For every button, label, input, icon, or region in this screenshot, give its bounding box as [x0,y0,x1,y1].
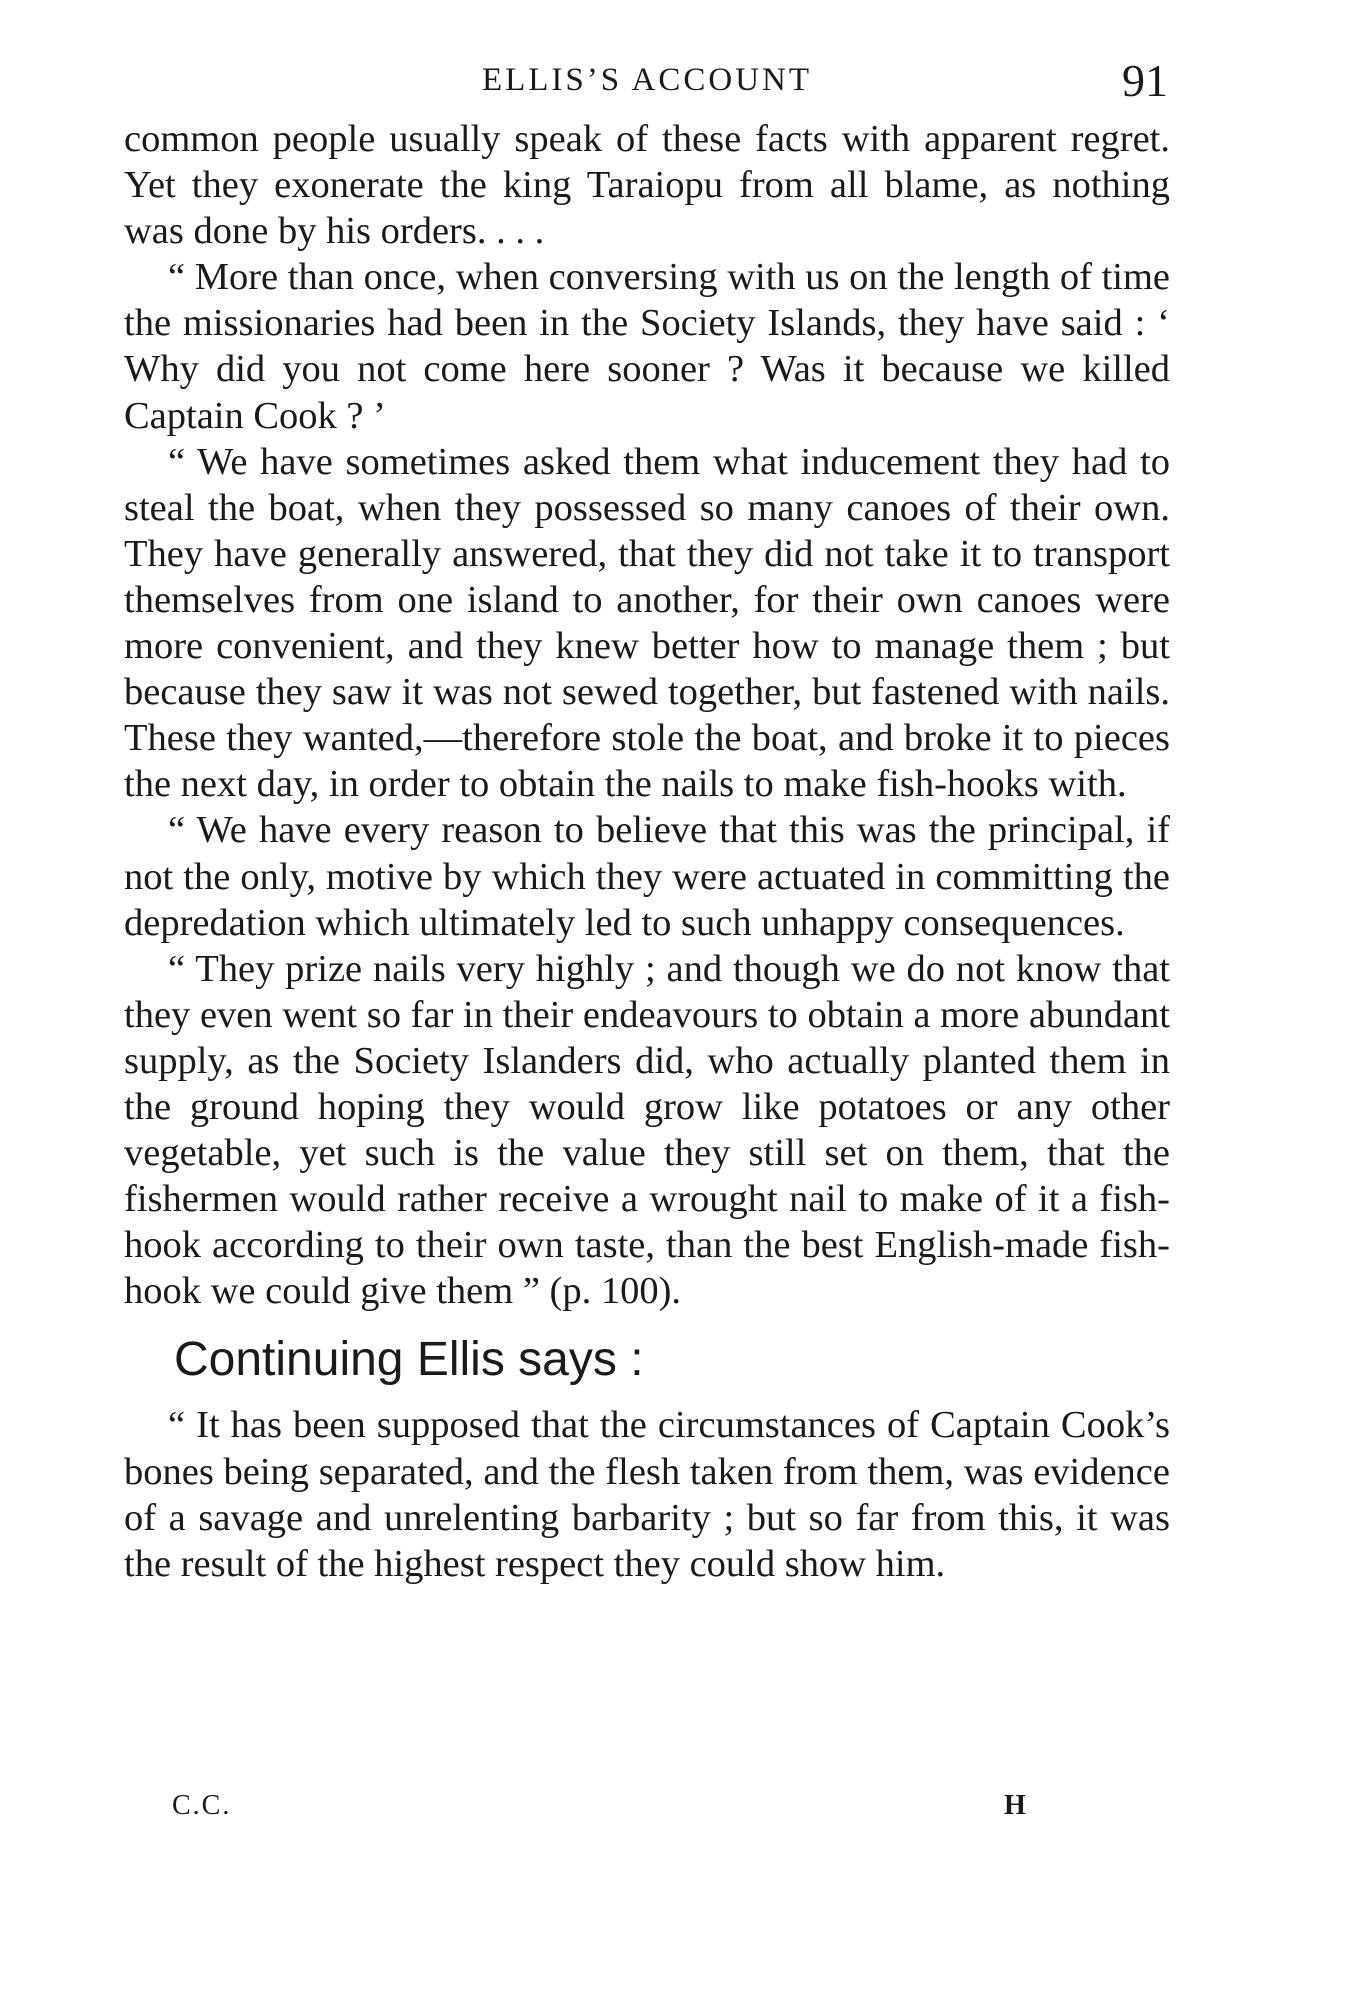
paragraph-2: “ More than once, when conversing with us on the length of time the missionaries had been in the Society Islands, they have said : ‘ Why did you not come here sooner ? Was it because we killed Captain Cook ? ’ [124,256,1170,437]
paragraph-3: “ We have sometimes asked them what inducement they had to steal the boat, when they possessed so many canoes of their own. They have generally answered, that they did not take it to transport themselves from one island to another, for their own canoes were more convenient, and they knew better how to manage them ; but because they saw it was not sewed together, but fastened with nails. These they wanted,—therefore stole the boat, and broke it to pieces the next day, in order to obtain the nails to make fish-hooks with. [124,440,1170,806]
running-title: ELLIS’S ACCOUNT [481,62,813,98]
paragraph-1: common people usually speak of these facts with apparent regret. Yet they exonerate the king Taraiopu from all blame, as nothing was done by his orders. . . . [124,118,1170,253]
running-head [124,55,1170,116]
section-heading: Continuing Ellis says : [174,1333,644,1387]
closing-paragraph: “ It has been supposed that the circumstances of Captain Cook’s bones being separated, and the flesh taken from them, was evidence of a savage and unrelenting barbarity ; but so far from this, it was the result of the highest respect they could show him. [124,1404,1170,1585]
paragraph-5: “ They prize nails very highly ; and though we do not know that they even went so far in their endeavours to obtain a more abundant supply, as the Society Islanders did, who actually planted them in the ground hoping they would grow like potatoes or any other vegetable, yet such is the value they still set on them, that the fishermen would rather receive a wrought nail to make of it a fish-hook according to their own taste, than the best English-made fish-hook we could give them ” (p. 100). [124,947,1170,1313]
paragraph-4: “ We have every reason to believe that this was the principal, if not the only, motive by which they were actuated in committing the depredation which ultimately led to such unhappy consequences. [124,809,1170,944]
signature-mark-right: H [1004,1790,1028,1821]
signature-mark-left: C.C. [172,1790,232,1821]
page-number: 91 [1122,55,1168,106]
book-page [124,55,1170,1587]
signature-line [124,1790,1170,1830]
